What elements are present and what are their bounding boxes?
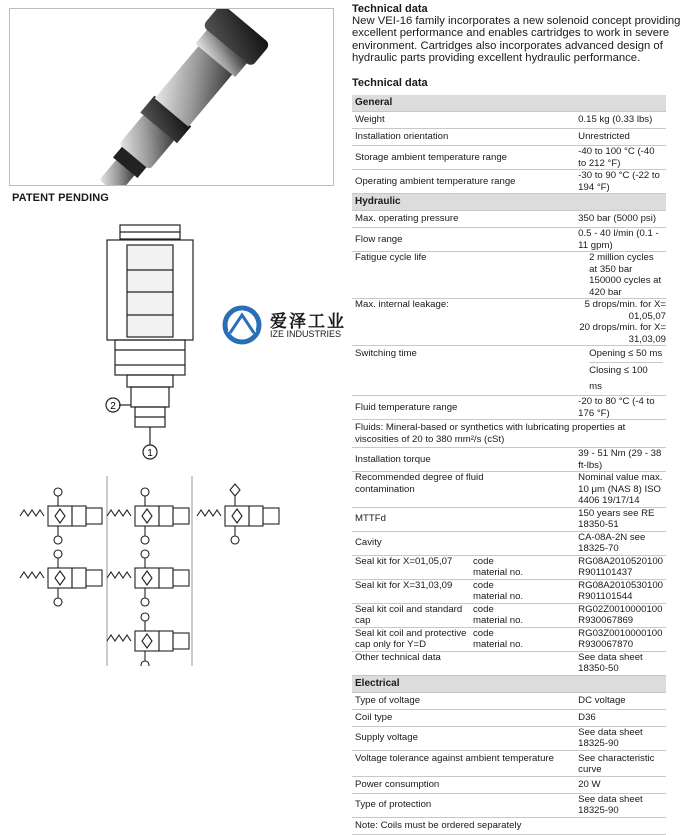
table-row: Installation orientation Unrestricted [352,129,666,146]
table-row: Power consumption 20 W [352,776,666,793]
table-row: Seal kit for X=31,03,09 code material no. RG08A2010530100 R901101544 [352,579,666,603]
table-row: Note: Coils must be ordered separately [352,817,666,834]
port-1-label: 1 [147,448,153,459]
table-row: Type of protection See data sheet 18325-90 [352,793,666,817]
table-row: Recommended degree of fluid contamination Nominal value max. 10 μm (NAS 8) ISO 4406 19/17/14 [352,472,666,508]
spec-table [352,95,666,835]
logo-english-text: IZE INDUSTRIES [270,329,342,339]
technical-data-heading: Technical data [352,3,428,15]
cartridge-section-drawing [95,220,205,465]
hydraulic-symbols [12,476,342,666]
port-2-label: 2 [110,401,116,412]
company-logo [222,305,352,345]
logo-chinese-text: 爱泽工业 [270,312,346,331]
table-row: Voltage tolerance against ambient temperature See characteristic curve [352,750,666,776]
table-row: Flow range 0.5 - 40 l/min (0.1 - 11 gpm) [352,228,666,252]
product-photo [9,8,334,186]
table-row: Coil type D36 [352,709,666,726]
table-row: Fluids: Mineral-based or synthetics with lubricating properties at viscosities of 20 to 380 mm²/s (cSt) [352,420,666,448]
table-row: Other technical data See data sheet 18350-50 [352,651,666,675]
table-row: Type of voltage DC voltage [352,692,666,709]
table-row: Supply voltage See data sheet 18325-90 [352,726,666,750]
table-row: Fatigue cycle life 2 million cycles at 350 bar 150000 cycles at 420 bar [352,252,666,299]
logo-mark-icon [222,305,262,345]
table-row: Switching time Opening ≤ 50 ms Closing ≤ 100 ms [352,346,666,396]
table-row: Seal kit for X=01,05,07 code material no. RG08A2010520100 R901101437 [352,555,666,579]
table-row: Seal kit coil and standard cap code material no. RG02Z0010000100 R930067869 [352,603,666,627]
table-row: MTTFd 150 years see RE 18350-51 [352,507,666,531]
table-row: Cavity CA-08A-2N see 18325-70 [352,531,666,555]
section-electrical: Electrical [352,675,666,692]
section-general: General [352,95,666,112]
patent-pending-label: PATENT PENDING [12,192,109,204]
valve-cartridge-photo [10,9,333,185]
table-row: Fluid temperature range -20 to 80 °C (-4 to 176 °F) [352,396,666,420]
table-row: Seal kit coil and protective cap only for Y=D code material no. RG03Z0010000100 R930067870 [352,627,666,651]
table-row: Installation torque 39 - 51 Nm (29 - 38 ft-lbs) [352,448,666,472]
technical-data-heading-2: Technical data [352,77,428,89]
table-row: Operating ambient temperature range -30 to 90 °C (-22 to 194 °F) [352,170,666,194]
table-row: Weight 0.15 kg (0.33 lbs) [352,112,666,129]
intro-paragraph: New VEI-16 family incorporates a new solenoid concept providing excellent performance and enables cartridges to work in severe environment. Cartridges also incorporates advanced design of hydraulic parts providing excellent hydraulic performance. [352,15,681,65]
table-row: Storage ambient temperature range -40 to 100 °C (-40 to 212 °F) [352,146,666,170]
section-hydraulic: Hydraulic [352,194,666,211]
table-row: Max. internal leakage: 5 drops/min. for X= 01,05,07 20 drops/min. for X= 31,03,09 [352,299,666,346]
table-row: Max. operating pressure 350 bar (5000 psi) [352,211,666,228]
